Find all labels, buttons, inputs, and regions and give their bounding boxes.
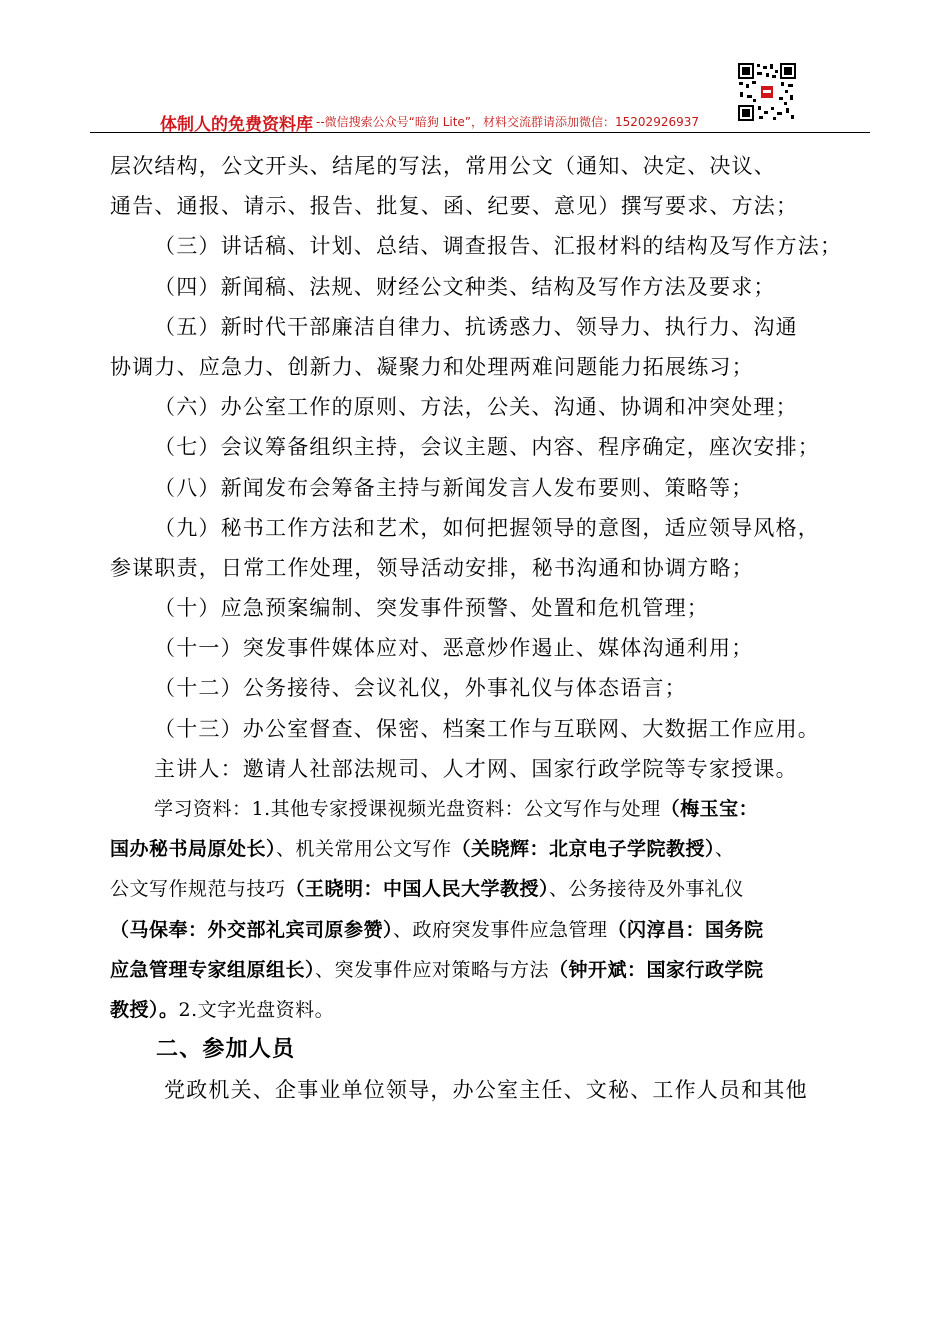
document-body [110,146,855,1111]
expert-name: 教授）。 [110,998,179,1021]
materials-line [110,869,855,909]
qr-code-icon [737,62,797,122]
text-line: （十三）办公室督查、保密、档案工作与互联网、大数据工作应用。 [154,716,820,741]
text-line: （十二）公务接待、会议礼仪，外事礼仪与体态语言； [154,676,687,701]
expert-name: （关晓辉：北京电子学院教授） [451,838,716,861]
brand-title: 体制人的免费资料库 [160,115,313,135]
text-line: （十一）突发事件媒体应对、恶意炒作遏止、媒体沟通利用； [154,636,754,661]
text-line: （三）讲话稿、计划、总结、调查报告、汇报材料的结构及写作方法； [154,234,843,259]
expert-name: （钟开斌：国家行政学院 [549,958,764,981]
text-line: （五）新时代干部廉洁自律力、抗诱惑力、领导力、执行力、沟通 [154,314,798,339]
text-line: （八）新闻发布会筹备主持与新闻发言人发布要则、策略等； [154,475,754,500]
materials-text: 、突发事件应对策略与方法 [315,958,550,981]
expert-name: （闪淳昌：国务院 [607,918,764,941]
text-line: 通告、通报、请示、报告、批复、函、纪要、意见）撰写要求、方法； [110,194,799,219]
text-line: （十）应急预案编制、突发事件预警、处置和危机管理； [154,596,709,621]
lecturer-line: 主讲人：邀请人社部法规司、人才网、国家行政学院等专家授课。 [154,756,798,781]
section-heading: 二、参加人员 [156,1037,296,1063]
materials-text: 学习资料：1.其他专家授课视频光盘资料：公文写作与处理 [154,798,661,820]
text-line: （九）秘书工作方法和艺术，如何把握领导的意图，适应领导风格， [154,515,820,540]
materials-line [110,789,855,829]
text-line: （七）会议筹备组织主持，会议主题、内容、程序确定，座次安排； [154,435,820,460]
materials-text: 、机关常用公文写作 [276,838,452,861]
materials-text: 2.文字光盘资料。 [178,998,335,1021]
expert-name: 国办秘书局原处长） [110,838,277,861]
text-line: 层次结构，公文开头、结尾的写法，常用公文（通知、决定、决议、 [110,154,776,178]
materials-line [110,910,855,950]
expert-name: （马保奉：外交部礼宾司原参赞） [110,918,394,941]
materials-line [110,829,855,869]
materials-text: 、政府突发事件应急管理 [393,918,608,941]
materials-line [110,990,855,1030]
text-line: （六）办公室工作的原则、方法，公关、沟通、协调和冲突处理； [154,395,798,420]
expert-name: （梅玉宝： [660,798,759,820]
text-line: 参谋职责，日常工作处理，领导活动安排，秘书沟通和协调方略； [110,555,754,580]
materials-text: 、 [715,838,735,861]
materials-text: 、公务接待及外事礼仪 [549,878,745,901]
materials-text: 公文写作规范与技巧 [110,878,286,901]
text-line: 党政机关、企事业单位领导，办公室主任、文秘、工作人员和其他 [164,1078,808,1103]
text-line: 协调力、应急力、创新力、凝聚力和处理两难问题能力拓展练习； [110,354,754,379]
materials-line [110,950,855,990]
expert-name: （王晓明：中国人民大学教授） [285,878,550,901]
header-tagline: --微信搜索公众号“暗狗 Lite”，材料交流群请添加微信：15202926937 [316,115,699,129]
text-line: （四）新闻稿、法规、财经公文种类、结构及写作方法及要求； [154,274,776,299]
expert-name: 应急管理专家组原组长） [110,958,316,981]
